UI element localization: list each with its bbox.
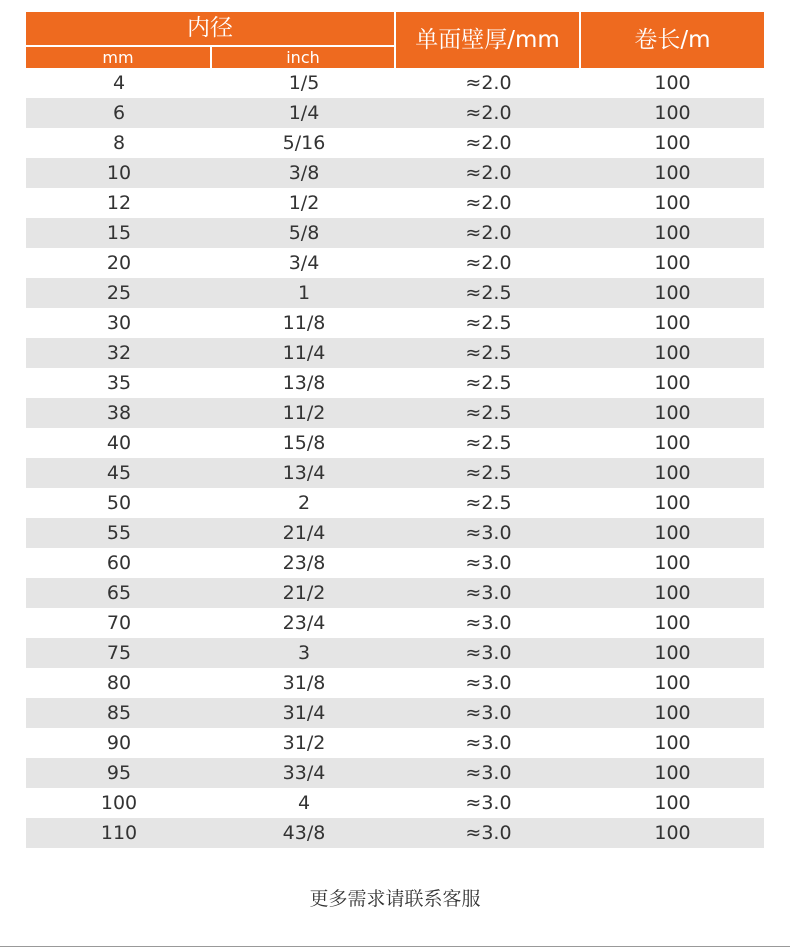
roll-length-cell: 100 (654, 282, 691, 304)
mm-cell: 10 (106, 162, 132, 184)
wall-thickness-cell: ≈2.0 (465, 192, 512, 214)
table-row (26, 698, 764, 728)
wall-thickness-cell: ≈2.5 (465, 492, 512, 514)
mm-cell: 8 (112, 132, 126, 154)
roll-length-cell: 100 (654, 372, 691, 394)
table-row (26, 428, 764, 458)
inch-cell: 13/8 (282, 372, 326, 394)
mm-cell: 4 (112, 72, 126, 94)
inch-cell: 4 (297, 792, 311, 814)
inch-cell: 31/4 (282, 702, 326, 724)
inch-cell: 3/8 (288, 162, 320, 184)
roll-length-cell: 100 (654, 732, 691, 754)
roll-length-cell: 100 (654, 822, 691, 844)
roll-length-cell: 100 (654, 762, 691, 784)
wall-thickness-header: 单面壁厚/mm (415, 27, 560, 53)
wall-thickness-cell: ≈2.5 (465, 432, 512, 454)
table-row (26, 98, 764, 128)
wall-thickness-cell: ≈2.0 (465, 72, 512, 94)
roll-length-cell: 100 (654, 132, 691, 154)
wall-thickness-cell: ≈2.0 (465, 102, 512, 124)
wall-thickness-cell: ≈3.0 (465, 702, 512, 724)
inch-cell: 13/4 (282, 462, 326, 484)
inch-cell: 43/8 (282, 822, 326, 844)
mm-cell: 60 (106, 552, 132, 574)
inner-diameter-header: 内径 (187, 15, 233, 41)
inch-cell: 11/2 (282, 402, 326, 424)
mm-cell: 32 (106, 342, 132, 364)
mm-cell: 95 (106, 762, 132, 784)
table-row (26, 188, 764, 218)
inch-subheader: inch (286, 48, 320, 67)
inch-cell: 31/8 (282, 672, 326, 694)
inch-cell: 3 (297, 642, 311, 664)
roll-length-cell: 100 (654, 792, 691, 814)
inch-cell: 21/4 (282, 522, 326, 544)
wall-thickness-cell: ≈2.5 (465, 372, 512, 394)
roll-length-cell: 100 (654, 432, 691, 454)
inch-cell: 1/5 (288, 72, 320, 94)
table-row (26, 338, 764, 368)
mm-cell: 15 (106, 222, 132, 244)
roll-length-header: 卷长/m (634, 27, 711, 53)
wall-thickness-cell: ≈3.0 (465, 792, 512, 814)
mm-cell: 30 (106, 312, 132, 334)
wall-thickness-cell: ≈2.0 (465, 162, 512, 184)
table-row (26, 308, 764, 338)
roll-length-cell: 100 (654, 672, 691, 694)
wall-thickness-cell: ≈2.5 (465, 402, 512, 424)
table-row (26, 218, 764, 248)
mm-cell: 40 (106, 432, 132, 454)
table-row (26, 368, 764, 398)
mm-cell: 100 (100, 792, 138, 814)
bottom-divider (0, 946, 790, 947)
wall-thickness-cell: ≈2.5 (465, 312, 512, 334)
roll-length-cell: 100 (654, 402, 691, 424)
roll-length-cell: 100 (654, 522, 691, 544)
table-row (26, 668, 764, 698)
mm-cell: 38 (106, 402, 132, 424)
mm-cell: 75 (106, 642, 132, 664)
inch-cell: 5/8 (288, 222, 320, 244)
inch-cell: 1/4 (288, 102, 320, 124)
table-row (26, 398, 764, 428)
roll-length-cell: 100 (654, 342, 691, 364)
wall-thickness-cell: ≈2.5 (465, 462, 512, 484)
table-row (26, 818, 764, 848)
inch-cell: 3/4 (288, 252, 320, 274)
wall-thickness-cell: ≈3.0 (465, 732, 512, 754)
mm-cell: 6 (112, 102, 126, 124)
inch-cell: 15/8 (282, 432, 326, 454)
roll-length-cell: 100 (654, 612, 691, 634)
mm-cell: 110 (100, 822, 138, 844)
table-row (26, 158, 764, 188)
footer-note: 更多需求请联系客服 (309, 888, 481, 910)
inch-cell: 1/2 (288, 192, 320, 214)
wall-thickness-cell: ≈3.0 (465, 522, 512, 544)
table-body (26, 68, 764, 848)
mm-cell: 80 (106, 672, 132, 694)
mm-cell: 25 (106, 282, 132, 304)
table-row (26, 608, 764, 638)
mm-cell: 65 (106, 582, 132, 604)
table-row (26, 68, 764, 98)
mm-cell: 45 (106, 462, 132, 484)
roll-length-cell: 100 (654, 642, 691, 664)
mm-cell: 55 (106, 522, 132, 544)
inch-cell: 31/2 (282, 732, 326, 754)
roll-length-cell: 100 (654, 222, 691, 244)
wall-thickness-cell: ≈3.0 (465, 552, 512, 574)
wall-thickness-cell: ≈3.0 (465, 642, 512, 664)
table-row (26, 788, 764, 818)
mm-cell: 85 (106, 702, 132, 724)
wall-thickness-cell: ≈2.0 (465, 252, 512, 274)
table-row (26, 518, 764, 548)
mm-cell: 12 (106, 192, 132, 214)
inch-cell: 5/16 (282, 132, 326, 154)
roll-length-cell: 100 (654, 102, 691, 124)
inch-cell: 21/2 (282, 582, 326, 604)
inch-cell: 33/4 (282, 762, 326, 784)
table-row (26, 278, 764, 308)
roll-length-cell: 100 (654, 312, 691, 334)
wall-thickness-cell: ≈3.0 (465, 822, 512, 844)
roll-length-cell: 100 (654, 72, 691, 94)
wall-thickness-cell: ≈3.0 (465, 672, 512, 694)
wall-thickness-cell: ≈3.0 (465, 762, 512, 784)
table-row (26, 128, 764, 158)
inch-cell: 1 (297, 282, 311, 304)
mm-cell: 70 (106, 612, 132, 634)
roll-length-cell: 100 (654, 702, 691, 724)
table-row (26, 488, 764, 518)
table-row (26, 248, 764, 278)
roll-length-cell: 100 (654, 162, 691, 184)
mm-subheader: mm (102, 48, 134, 67)
wall-thickness-cell: ≈3.0 (465, 582, 512, 604)
roll-length-cell: 100 (654, 582, 691, 604)
spec-table (26, 12, 764, 848)
wall-thickness-cell: ≈2.0 (465, 132, 512, 154)
table-row (26, 728, 764, 758)
roll-length-cell: 100 (654, 552, 691, 574)
table-header (26, 12, 764, 68)
wall-thickness-cell: ≈2.0 (465, 222, 512, 244)
roll-length-cell: 100 (654, 192, 691, 214)
mm-cell: 90 (106, 732, 132, 754)
inch-cell: 23/8 (282, 552, 326, 574)
inch-cell: 23/4 (282, 612, 326, 634)
table-row (26, 578, 764, 608)
wall-thickness-cell: ≈2.5 (465, 342, 512, 364)
inch-cell: 11/8 (282, 312, 326, 334)
wall-thickness-cell: ≈3.0 (465, 612, 512, 634)
table-row (26, 548, 764, 578)
table-row (26, 458, 764, 488)
mm-cell: 20 (106, 252, 132, 274)
roll-length-cell: 100 (654, 462, 691, 484)
mm-cell: 50 (106, 492, 132, 514)
inch-cell: 2 (297, 492, 311, 514)
mm-cell: 35 (106, 372, 132, 394)
roll-length-cell: 100 (654, 252, 691, 274)
wall-thickness-cell: ≈2.5 (465, 282, 512, 304)
inch-cell: 11/4 (282, 342, 326, 364)
table-row (26, 638, 764, 668)
table-row (26, 758, 764, 788)
roll-length-cell: 100 (654, 492, 691, 514)
inner-diameter-header-group (26, 12, 394, 68)
